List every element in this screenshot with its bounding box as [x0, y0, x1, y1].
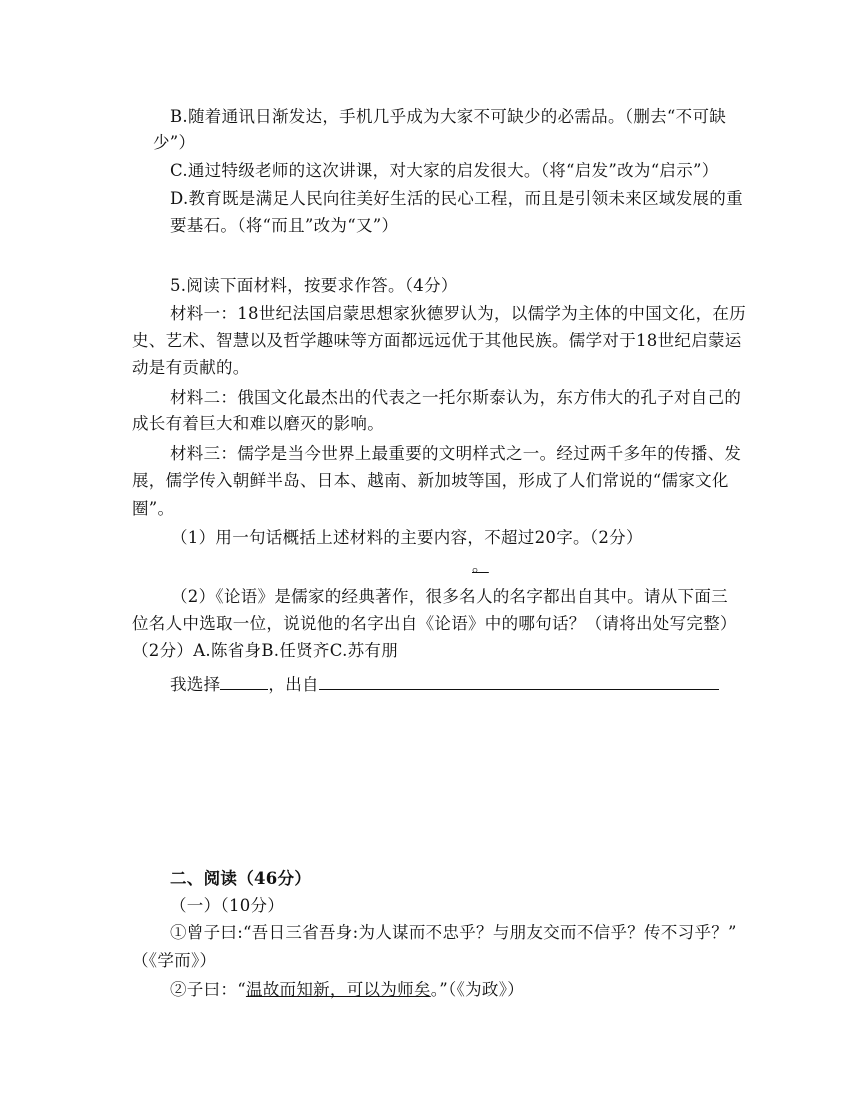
- quote-2-underlined: 温故而知新，可以为师矣: [245, 980, 431, 999]
- material-3-line1: 材料三：儒学是当今世界上最重要的文明样式之一。经过两千多年的传播、发: [170, 444, 742, 463]
- q5-title: 5.阅读下面材料，按要求作答。（4分）: [170, 276, 458, 295]
- source-blank[interactable]: [319, 672, 719, 690]
- choose-label: 我选择: [170, 675, 221, 694]
- q4-option-c: C.通过特级老师的这次讲课，对大家的启发很大。（将“启发”改为“启示”）: [170, 161, 719, 180]
- material-2-line1: 材料二：俄国文化最杰出的代表之一托尔斯泰认为，东方伟大的孔子对自己的: [170, 388, 742, 407]
- quote-1-line2: （《学而》）: [132, 951, 217, 970]
- quote-2-suffix: 。”（《为政》）: [430, 980, 525, 999]
- sub-question-2-line2: 位名人中选取一位，说说他的名字出自《论语》中的哪句话？（请将出处写完整）: [132, 614, 737, 633]
- material-2-line2: 成长有着巨大和难以磨灭的影响。: [132, 414, 384, 433]
- q4-option-d-line1: D.教育既是满足人民向往美好生活的民心工程，而且是引领未来区域发展的重: [170, 189, 743, 208]
- quote-2: [170, 979, 524, 1001]
- answer-line: [170, 672, 719, 696]
- material-3-line3: 圈”。: [132, 499, 175, 518]
- choice-blank[interactable]: [220, 672, 268, 690]
- quote-2-prefix: ②子曰：“: [170, 980, 246, 999]
- material-1-line1: 材料一：18世纪法国启蒙思想家狄德罗认为，以儒学为主体的中国文化，在历: [170, 304, 746, 323]
- sub-question-2-line3: （2分）A.陈省身B.任贤齐C.苏有朋: [132, 641, 399, 660]
- material-1-line3: 动是有贡献的。: [132, 358, 250, 377]
- sub-question-2-line1: （2）《论语》是儒家的经典著作，很多名人的名字都出自其中。请从下面三: [171, 587, 728, 606]
- from-label: ，出自: [268, 675, 319, 694]
- material-3-line2: 展，儒学传入朝鲜半岛、日本、越南、新加坡等国，形成了人们常说的“儒家文化: [132, 471, 729, 490]
- q4-option-d-line2: 要基石。（将“而且”改为“又”）: [170, 216, 399, 235]
- sub-question-1-answer-end: 。: [472, 556, 489, 575]
- material-1-line2: 史、艺术、智慧以及哲学趣味等方面都远远优于其他民族。儒学对于18世纪启蒙运: [132, 331, 742, 350]
- section-2-title: 二、阅读（46分）: [170, 869, 312, 888]
- q4-option-b-line2: 少”）: [153, 133, 196, 152]
- section-2-part-1: （一）（10分）: [170, 896, 285, 915]
- sub-question-1: （1）用一句话概括上述材料的主要内容，不超过20字。（2分）: [171, 528, 643, 547]
- q4-option-b-line1: B.随着通讯日渐发达，手机几乎成为大家不可缺少的必需品。（删去“不可缺: [170, 107, 727, 126]
- quote-1-line1: ①曾子曰:“吾日三省吾身:为人谋而不忠乎？与朋友交而不信乎？传不习乎？”: [170, 923, 737, 942]
